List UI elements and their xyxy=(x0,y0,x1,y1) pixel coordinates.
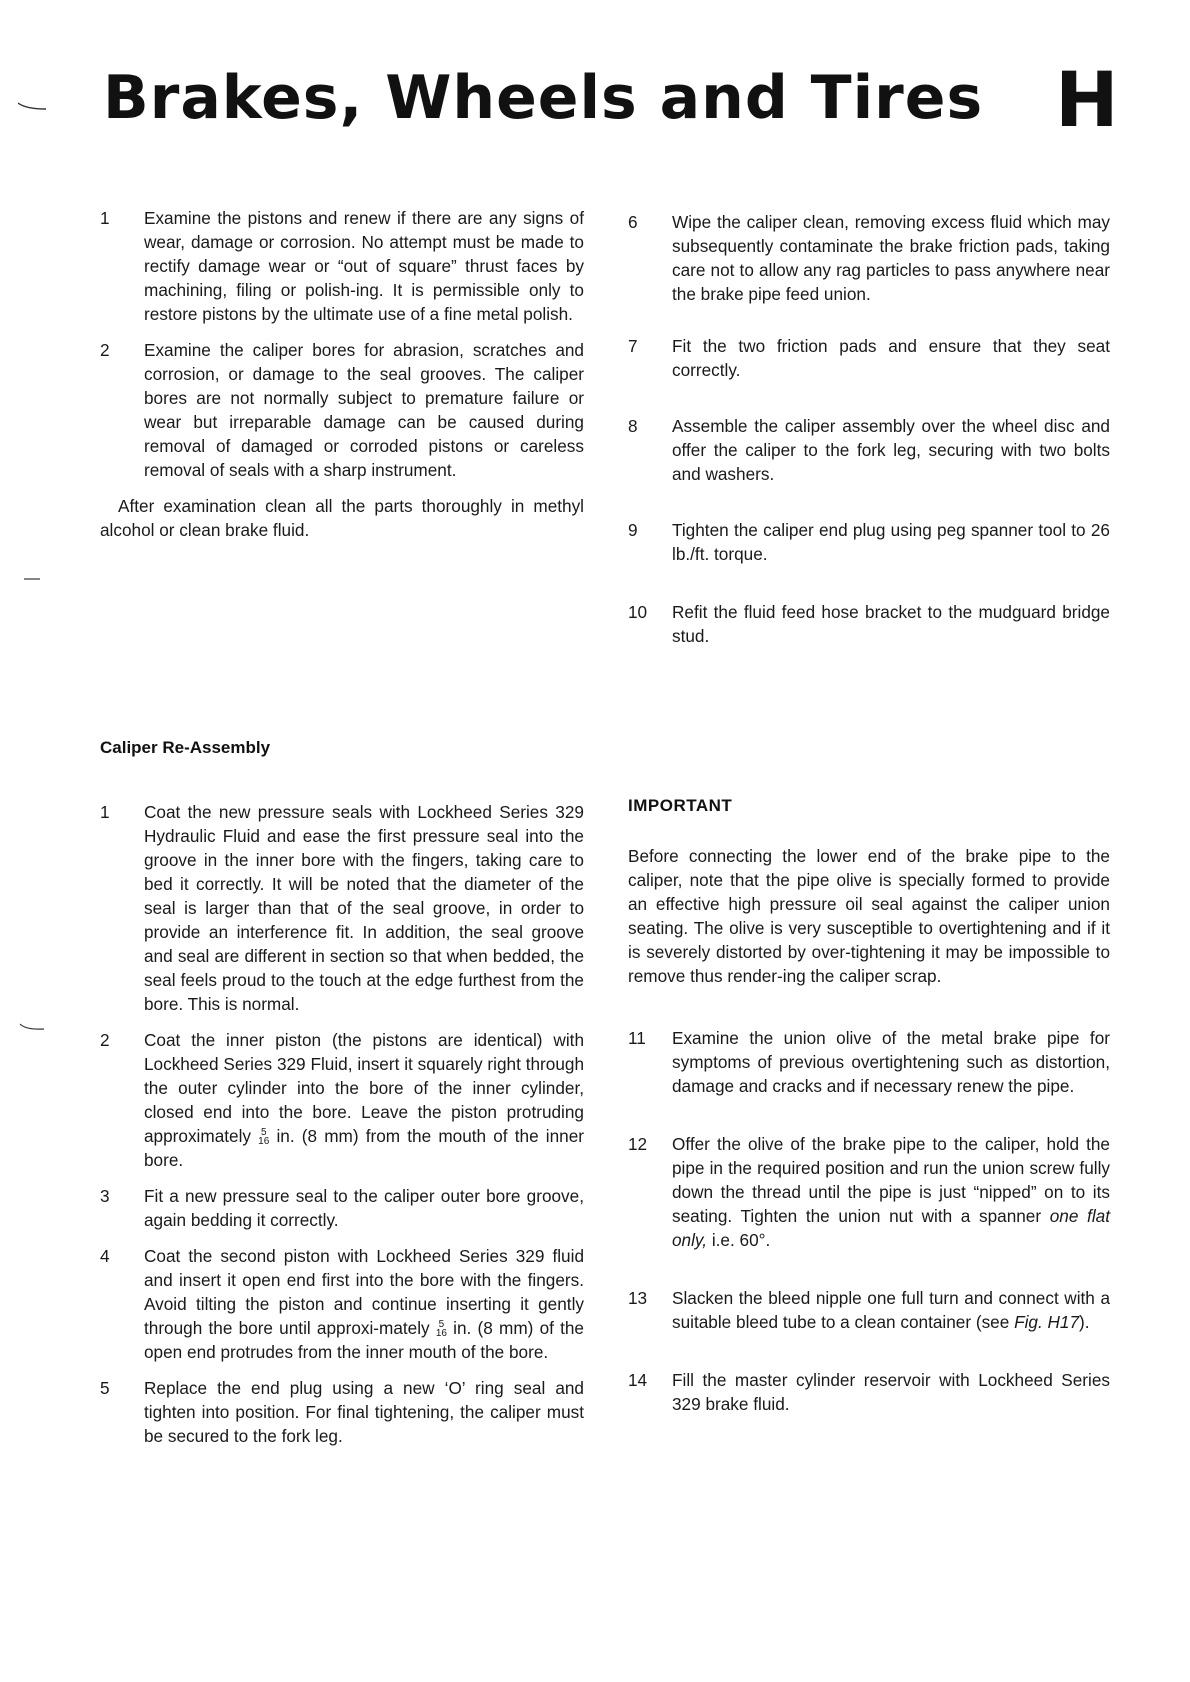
item-number: 13 xyxy=(628,1288,648,1308)
important-column xyxy=(628,844,1110,1416)
text-part: ). xyxy=(1079,1312,1090,1332)
list-item xyxy=(100,800,584,1016)
margin-mark xyxy=(18,101,48,111)
item-number: 3 xyxy=(100,1186,110,1206)
item-text: Fill the master cylinder reservoir with Lockheed Series 329 brake fluid. xyxy=(672,1370,1110,1414)
item-number: 11 xyxy=(628,1028,646,1048)
item-number: 2 xyxy=(100,1030,110,1050)
paragraph: After examination clean all the parts thoroughly in methyl alcohol or clean brake fluid. xyxy=(100,496,584,540)
item-text xyxy=(144,1244,584,1364)
item-number: 7 xyxy=(628,336,638,356)
item-number: 1 xyxy=(100,802,110,822)
item-text: Tighten the caliper end plug using peg spanner tool to 26 lb./ft. torque. xyxy=(672,520,1110,564)
list-item xyxy=(100,1376,584,1448)
list-item xyxy=(628,600,1110,648)
list-item xyxy=(628,334,1110,382)
list-item xyxy=(100,1028,584,1172)
margin-mark xyxy=(18,1022,48,1032)
text-part: Slacken the bleed nipple one full turn and connect with a suitable bleed tube to a clean container (see xyxy=(672,1288,1110,1332)
emphasis: one flat only, xyxy=(672,1206,1110,1250)
important-paragraph: Before connecting the lower end of the brake pipe to the caliper, note that the pipe olive is specially formed to provide an effective high pressure oil seal against the caliper union seating. The olive is very susceptible to overtightening and if it is severely distorted by over-tightening it may be impossible to remove thus render-ing the caliper scrap. xyxy=(628,846,1110,986)
item-number: 10 xyxy=(628,602,648,622)
item-text: Assemble the caliper assembly over the wheel disc and offer the caliper to the fork leg, securing with two bolts and washers. xyxy=(672,416,1110,484)
list-item xyxy=(628,1132,1110,1252)
item-number: 8 xyxy=(628,416,638,436)
text-part: in. (8 mm) from the mouth of the inner bore. xyxy=(144,1126,585,1170)
item-text: Replace the end plug using a new ‘O’ ring seal and tighten into position. For final tightening, the caliper must be secured to the fork leg. xyxy=(144,1378,584,1446)
item-text: Examine the pistons and renew if there are any signs of wear, damage or corrosion. No attempt must be made to rectify damage wear or “out of square” thrust faces by machining, filing or polish-ing. It is permissible only to restore pistons by the ultimate use of a fine metal polish. xyxy=(144,208,584,324)
fraction-numerator: 5 xyxy=(438,1319,445,1331)
list-item xyxy=(100,1184,584,1232)
item-number: 9 xyxy=(628,520,638,540)
item-number: 12 xyxy=(628,1134,648,1154)
item-text xyxy=(672,1286,1110,1334)
list-item xyxy=(100,206,584,326)
item-text: Fit the two friction pads and ensure that they seat correctly. xyxy=(672,336,1110,380)
fraction xyxy=(436,1320,447,1338)
list-item xyxy=(628,518,1110,566)
top-right-column xyxy=(628,210,1110,648)
text-part: in. (8 mm) of the open end protrudes from the inner mouth of the bore. xyxy=(144,1318,584,1362)
list-item xyxy=(100,1244,584,1364)
text-part: Offer the olive of the brake pipe to the caliper, hold the pipe in the required position and run the union screw fully down the thread until the pipe is just “nipped” on to its seating. Tighten the union nut with a spanner xyxy=(672,1134,1110,1226)
item-text xyxy=(144,1028,584,1172)
list-item xyxy=(628,210,1110,306)
item-text: Fit a new pressure seal to the caliper outer bore groove, again bedding it correctly. xyxy=(144,1186,584,1230)
list-item xyxy=(100,338,584,482)
item-text: Wipe the caliper clean, removing excess fluid which may subsequently contaminate the brake friction pads, taking care not to allow any rag particles to pass anywhere near the brake pipe feed union. xyxy=(672,212,1110,304)
list-item xyxy=(628,1368,1110,1416)
text-part: i.e. 60°. xyxy=(711,1230,771,1250)
list-item xyxy=(628,1026,1110,1098)
item-number: 1 xyxy=(100,208,110,228)
item-number: 6 xyxy=(628,212,638,232)
fraction-denominator: 16 xyxy=(258,1136,270,1148)
list-item xyxy=(628,1286,1110,1334)
top-left-column xyxy=(100,206,584,542)
figure-reference: Fig. H17 xyxy=(1014,1312,1080,1332)
fraction xyxy=(258,1128,269,1146)
item-number: 4 xyxy=(100,1246,110,1266)
important-heading: IMPORTANT xyxy=(628,796,733,815)
fraction-denominator: 16 xyxy=(435,1328,447,1340)
section-letter: H xyxy=(1055,55,1119,144)
item-text: Examine the caliper bores for abrasion, scratches and corrosion, or damage to the seal grooves. The caliper bores are not normally subject to premature failure or wear but irreparable damage can be caused during removal of damaged or corroded pistons or careless removal of seals with a sharp instrument. xyxy=(144,340,584,480)
item-text: Refit the fluid feed hose bracket to the mudguard bridge stud. xyxy=(672,602,1110,646)
text-part: Coat the second piston with Lockheed Series 329 fluid and insert it open end first into the bore with the fingers. Avoid tilting the piston and continue inserting it gently through the bore until approxi-mately xyxy=(144,1246,584,1338)
item-number: 5 xyxy=(100,1378,110,1398)
margin-mark xyxy=(18,574,48,584)
reassembly-column xyxy=(100,800,584,1448)
item-number: 14 xyxy=(628,1370,648,1390)
item-number: 2 xyxy=(100,340,110,360)
item-text xyxy=(672,1132,1110,1252)
page-title: Brakes, Wheels and Tires xyxy=(103,63,984,133)
list-item xyxy=(628,414,1110,486)
text-part: Coat the inner piston (the pistons are identical) with Lockheed Series 329 Fluid, insert it squarely right through the outer cylinder into the bore of the inner cylinder, closed end into the bore. Leave the piston protruding approximately xyxy=(144,1030,584,1146)
section-heading: Caliper Re-Assembly xyxy=(100,738,271,757)
item-text: Coat the new pressure seals with Lockheed Series 329 Hydraulic Fluid and ease the first pressure seal into the groove in the inner bore with the fingers, taking care to bed it correctly. It will be noted that the diameter of the seal is larger than that of the seal groove, in order to provide an interference fit. In addition, the seal groove and seal are different in section so that when bedded, the seal feels proud to the touch at the edge furthest from the bore. This is normal. xyxy=(144,802,584,1014)
fraction-numerator: 5 xyxy=(260,1127,267,1139)
item-text: Examine the union olive of the metal brake pipe for symptoms of previous overtightening such as distortion, damage and cracks and if necessary renew the pipe. xyxy=(672,1028,1110,1096)
